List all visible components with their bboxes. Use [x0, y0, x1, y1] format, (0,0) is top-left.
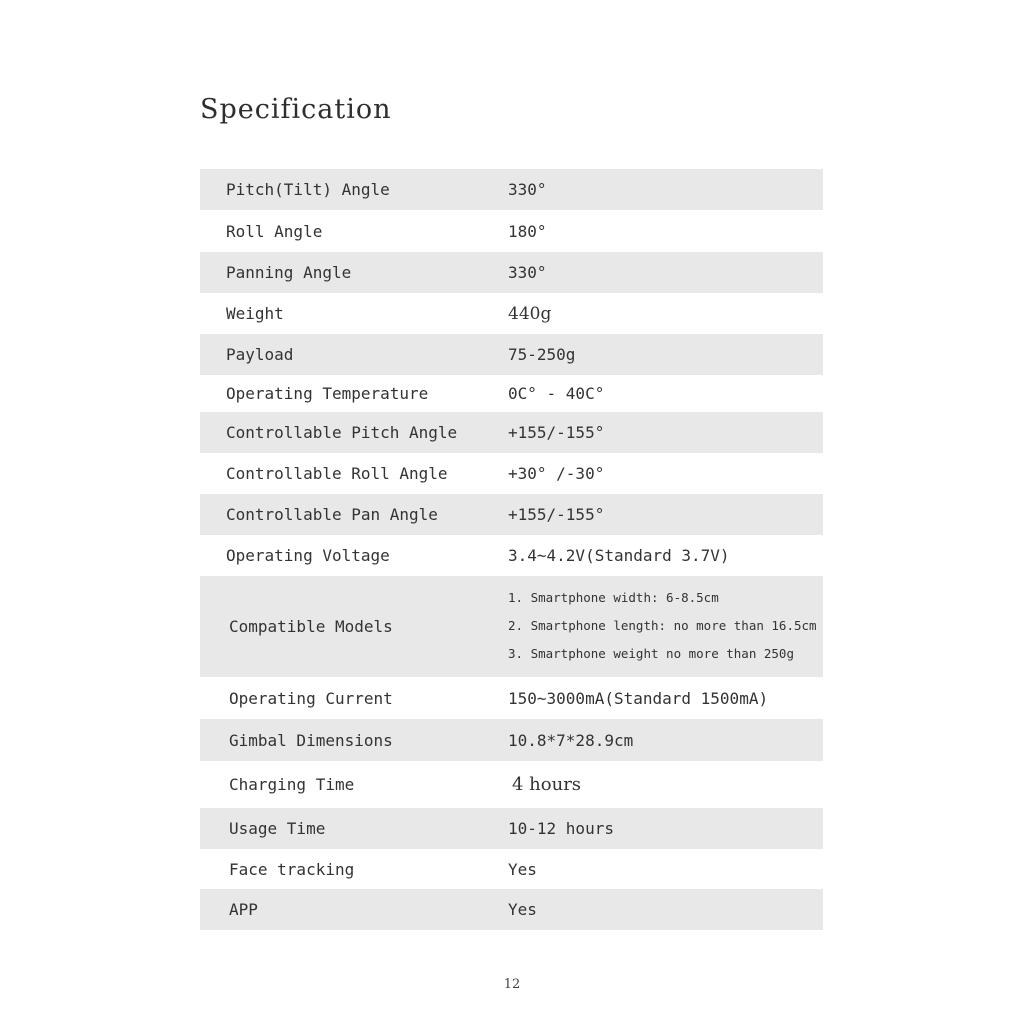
spec-value: 10.8*7*28.9cm: [508, 730, 634, 750]
spec-label: Compatible Models: [229, 617, 393, 636]
spec-row-payload: [200, 334, 823, 375]
spec-label: Pitch(Tilt) Angle: [226, 180, 390, 199]
spec-row-app: [200, 889, 823, 930]
spec-label: Charging Time: [229, 775, 355, 794]
spec-label: Face tracking: [229, 859, 355, 879]
spec-row-pitch-angle: [200, 169, 823, 210]
spec-value: +155/-155°: [508, 505, 605, 524]
spec-value: 10-12 hours: [508, 819, 614, 838]
spec-label: Operating Temperature: [226, 384, 429, 403]
spec-label: Gimbal Dimensions: [229, 730, 393, 750]
spec-value: 3.4~4.2V(Standard 3.7V): [508, 546, 730, 565]
spec-row-roll-angle: [200, 210, 823, 252]
spec-label: Roll Angle: [226, 221, 323, 241]
spec-row-charging-time: [200, 761, 823, 808]
spec-table: [200, 169, 823, 930]
spec-row-face-tracking: [200, 849, 823, 889]
spec-row-weight: [200, 293, 823, 334]
spec-row-controllable-pan-angle: [200, 494, 823, 535]
list-item: 2. Smartphone length: no more than 16.5cm: [508, 618, 817, 633]
page-title: Specification: [200, 94, 392, 125]
spec-label: APP: [229, 900, 258, 919]
list-item: 3. Smartphone weight no more than 250g: [508, 646, 794, 661]
compatible-models-list: [508, 589, 817, 673]
spec-value: Yes: [508, 859, 537, 879]
spec-value: Yes: [508, 900, 537, 919]
spec-label: Weight: [226, 304, 284, 323]
spec-value: +155/-155°: [508, 423, 605, 442]
spec-label: Operating Current: [229, 688, 393, 708]
list-item: 1. Smartphone width: 6-8.5cm: [508, 590, 719, 605]
spec-label: Operating Voltage: [226, 546, 390, 565]
spec-value: 4 hours: [512, 774, 582, 795]
spec-row-controllable-pitch-angle: [200, 412, 823, 453]
spec-value: 180°: [508, 221, 547, 241]
spec-value: 330°: [508, 263, 547, 282]
spec-value: 75-250g: [508, 345, 576, 364]
spec-row-operating-temperature: [200, 375, 823, 412]
spec-value: 150~3000mA(Standard 1500mA): [508, 688, 769, 708]
spec-row-gimbal-dimensions: [200, 719, 823, 761]
spec-label: Controllable Roll Angle: [226, 464, 448, 483]
spec-value: 330°: [508, 180, 547, 199]
spec-row-usage-time: [200, 808, 823, 849]
spec-row-compatible-models: [200, 576, 823, 677]
spec-label: Controllable Pitch Angle: [226, 423, 458, 442]
spec-label: Panning Angle: [226, 263, 352, 282]
spec-row-operating-voltage: [200, 535, 823, 576]
spec-label: Controllable Pan Angle: [226, 505, 438, 524]
spec-value: 0C° - 40C°: [508, 384, 605, 403]
spec-value: +30° /-30°: [508, 464, 605, 483]
spec-label: Payload: [226, 345, 294, 364]
spec-row-panning-angle: [200, 252, 823, 293]
page-number: 12: [503, 977, 521, 992]
spec-label: Usage Time: [229, 819, 326, 838]
spec-row-operating-current: [200, 677, 823, 719]
spec-row-controllable-roll-angle: [200, 453, 823, 494]
spec-value: 440g: [508, 303, 552, 324]
